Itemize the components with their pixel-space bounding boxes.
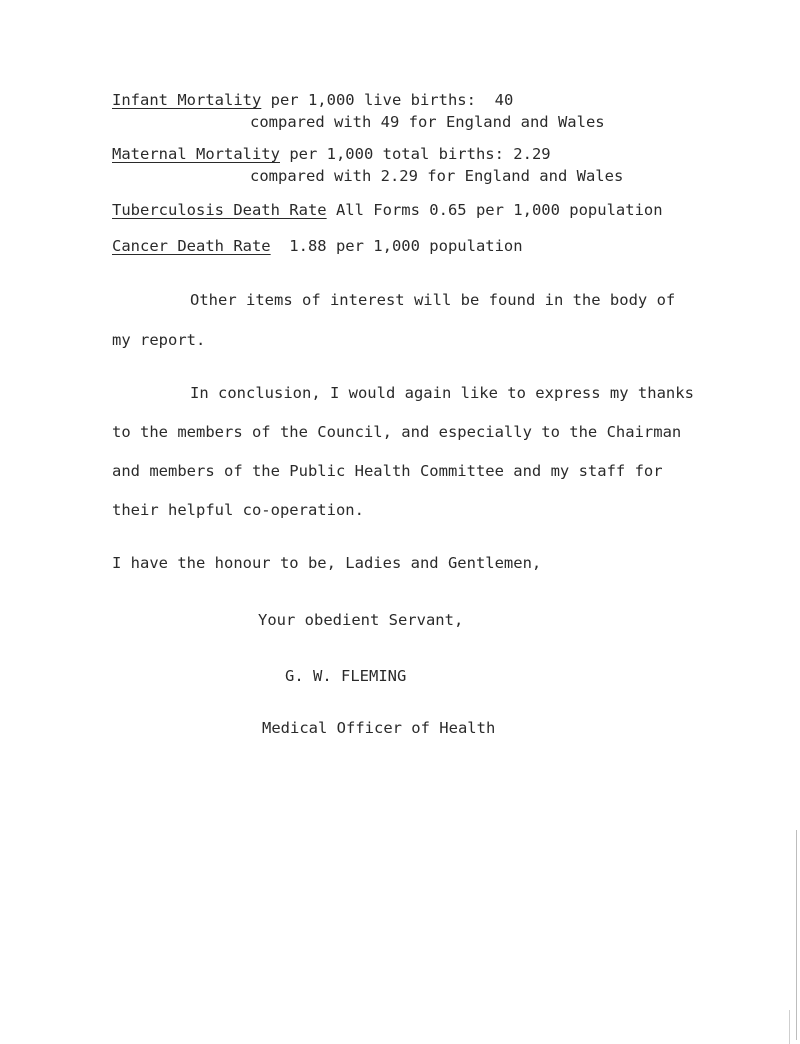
cancer-label: Cancer Death Rate bbox=[112, 237, 271, 255]
tuberculosis-line bbox=[112, 200, 663, 220]
signatory-name: G. W. FLEMING bbox=[285, 667, 407, 685]
closing-honour: I have the honour to be, Ladies and Gentlemen, bbox=[112, 554, 542, 572]
page-edge-shadow bbox=[796, 830, 797, 1040]
maternal-mortality-value: per 1,000 total births: 2.29 bbox=[279, 145, 551, 163]
maternal-mortality-comparison: compared with 2.29 for England and Wales bbox=[250, 167, 624, 185]
paragraph-2-line-3: and members of the Public Health Committee and my staff for bbox=[112, 462, 663, 480]
tuberculosis-value: All Forms 0.65 per 1,000 population bbox=[326, 201, 663, 219]
paragraph-2-line-2: to the members of the Council, and especially to the Chairman bbox=[112, 423, 682, 441]
cancer-line bbox=[112, 236, 523, 256]
tuberculosis-label: Tuberculosis Death Rate bbox=[112, 201, 327, 219]
paragraph-1-line-1: Other items of interest will be found in the body of bbox=[190, 291, 676, 309]
closing-servant: Your obedient Servant, bbox=[258, 611, 464, 629]
maternal-mortality-label: Maternal Mortality bbox=[112, 145, 280, 163]
cancer-value: 1.88 per 1,000 population bbox=[270, 237, 523, 255]
infant-mortality-comparison: compared with 49 for England and Wales bbox=[250, 113, 605, 131]
page-edge-shadow-secondary bbox=[789, 1010, 790, 1044]
paragraph-1-line-2: my report. bbox=[112, 331, 206, 349]
infant-mortality-value: per 1,000 live births: 40 bbox=[261, 91, 514, 109]
paragraph-2-line-4: their helpful co-operation. bbox=[112, 501, 364, 519]
signatory-title: Medical Officer of Health bbox=[262, 719, 496, 737]
maternal-mortality-line bbox=[112, 144, 551, 164]
paragraph-2-line-1: In conclusion, I would again like to express my thanks bbox=[190, 384, 694, 402]
infant-mortality-label: Infant Mortality bbox=[112, 91, 262, 109]
infant-mortality-line bbox=[112, 90, 513, 110]
